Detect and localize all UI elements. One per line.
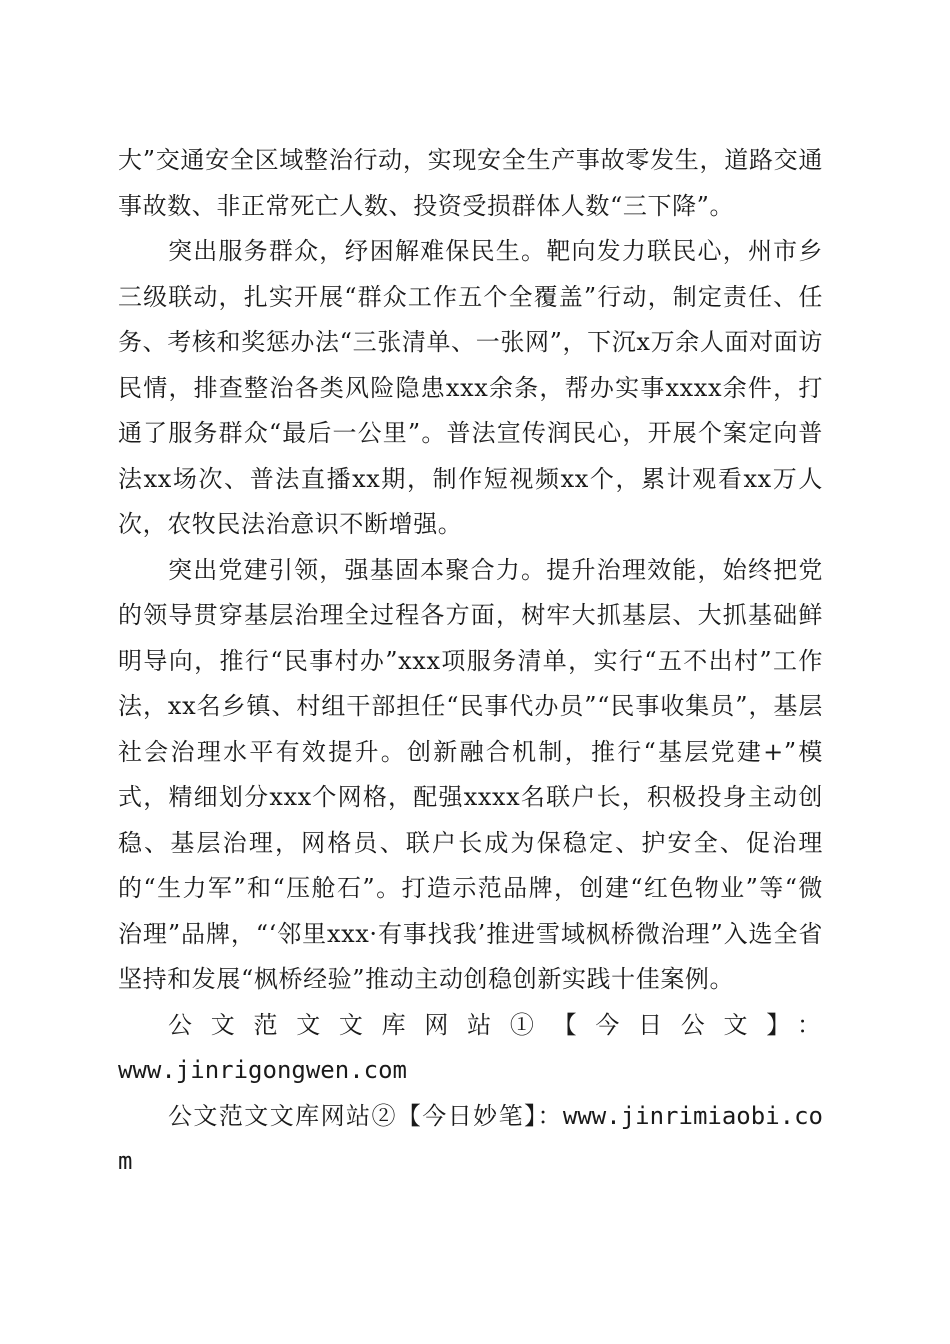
paragraph-party-building: 突出党建引领，强基固本聚合力。提升治理效能，始终把党的领导贯穿基层治理全过程各方面，树牢大抓基层、大抓基础鲜明导向，推行“民事村办”xxx项服务清单，实行“五不出村”工作法，xx名乡镇、村组干部担任“民事代办员”“民事收集员”，基层社会治理水平有效提升。创新融合机制，推行“基层党建+”模式，精细划分xxx个网格，配强xxxx名联户长，积极投身主动创稳、基层治理，网格员、联户长成为保稳定、护安全、促治理的“生力军”和“压舱石”。打造示范品牌，创建“红色物业”等“微治理”品牌，“‘邻里xxx·有事找我’推进雪域枫桥微治理”入选全省坚持和发展“枫桥经验”推动主动创稳创新实践十佳案例。 [118, 555, 823, 993]
paragraph-serve-public: 突出服务群众，纾困解难保民生。靶向发力联民心，州市乡三级联动，扎实开展“群众工作五个全覆盖”行动，制定责任、任务、考核和奖惩办法“三张清单、一张网”，下沉x万余人面对面访民情，排查整治各类风险隐患xxx余条，帮办实事xxxx余件，打通了服务群众“最后一公里”。普法宣传润民心，开展个案定向普法xx场次、普法直播xx期，制作短视频xx个，累计观看xx万人次，农牧民法治意识不断增强。 [118, 237, 823, 538]
paragraph-traffic-safety: 大”交通安全区域整治行动，实现安全生产事故零发生，道路交通事故数、非正常死亡人数、投资受损群体人数“三下降”。 [118, 146, 823, 220]
document-page [118, 138, 823, 1185]
footer-site2-line [118, 1094, 823, 1185]
footer-site2-url[interactable]: www.jinrimiaobi.com [118, 1101, 823, 1175]
footer-site2-label: 公文范文文库网站②【今日妙笔】： [168, 1101, 563, 1130]
footer-site1-label: 公文范文文库网站①【今日公文】： [168, 1010, 823, 1039]
footer-site1-url[interactable]: www.jinrigongwen.com [118, 1056, 407, 1084]
